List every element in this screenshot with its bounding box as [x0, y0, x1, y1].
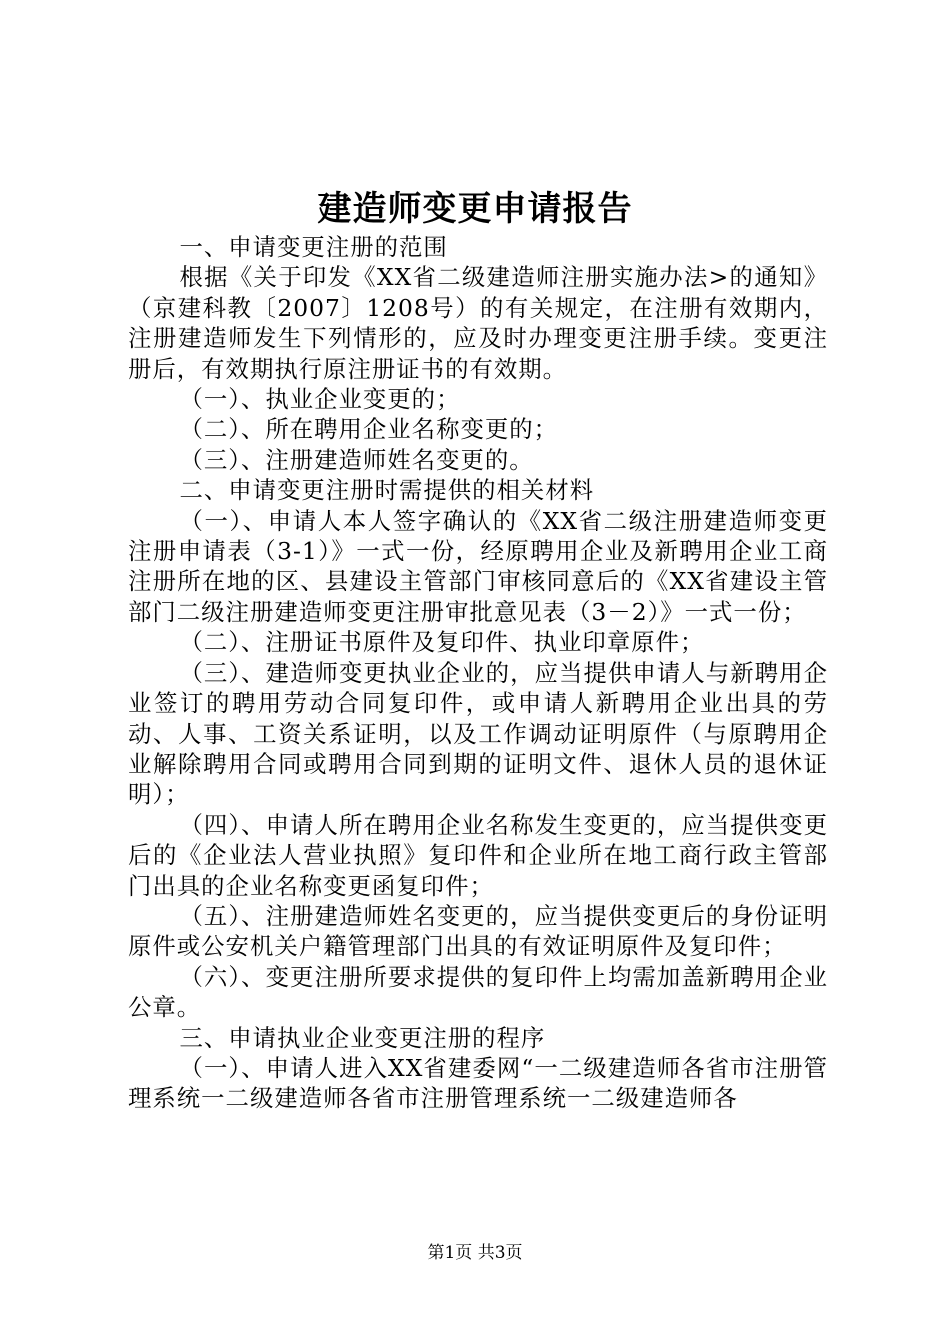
list-item-scope-3: （三）、注册建造师姓名变更的。: [179, 445, 534, 474]
list-item-procedure-1: （一）、申请人进入XX省建委网“一二级建造师各省市注册管理系统一二级建造师各省市注册管理系统一二级建造师各: [128, 1053, 828, 1113]
list-item-materials-3: （三）、建造师变更执业企业的，应当提供申请人与新聘用企业签订的聘用劳动合同复印件，或申请人新聘用企业出具的劳动、人事、工资关系证明，以及工作调动证明原件（与原聘用企业解除聘用合同或聘用合同到期的证明文件、退休人员的退休证明）；: [128, 658, 828, 809]
list-item-scope-1: （一）、执业企业变更的；: [179, 385, 461, 414]
document-title: 建造师变更申请报告: [317, 189, 633, 229]
list-item-materials-1: （一）、申请人本人签字确认的《XX省二级注册建造师变更注册申请表（3-1）》一式一份，经原聘用企业及新聘用企业工商注册所在地的区、县建设主管部门审核同意后的《XX省建设主管部门二级注册建造师变更注册审批意见表（3－2）》一式一份；: [128, 506, 828, 626]
document-body: [128, 232, 828, 1114]
section-heading-procedure: 三、申请执业企业变更注册的程序: [179, 1023, 546, 1052]
paragraph-basis: 根据《关于印发《XX省二级建造师注册实施办法>的通知》（京建科教〔2007〕1208号）的有关规定，在注册有效期内，注册建造师发生下列情形的，应及时办理变更注册手续。变更注册后，有效期执行原注册证书的有效期。: [128, 263, 828, 383]
list-item-materials-4: （四）、申请人所在聘用企业名称发生变更的，应当提供变更后的《企业法人营业执照》复印件和企业所在地工商行政主管部门出具的企业名称变更函复印件；: [128, 810, 828, 900]
page-footer: 第1页 共3页: [427, 1243, 523, 1263]
list-item-materials-5: （五）、注册建造师姓名变更的，应当提供变更后的身份证明原件或公安机关户籍管理部门出具的有效证明原件及复印件；: [128, 901, 828, 961]
section-heading-scope: 一、申请变更注册的范围: [179, 233, 448, 261]
list-item-scope-2: （二）、所在聘用企业名称变更的；: [179, 415, 559, 444]
list-item-materials-6: （六）、变更注册所要求提供的复印件上均需加盖新聘用企业公章。: [128, 962, 828, 1022]
section-heading-materials: 二、申请变更注册时需提供的相关材料: [179, 476, 595, 505]
list-item-materials-2: （二）、注册证书原件及复印件、执业印章原件；: [179, 628, 705, 657]
